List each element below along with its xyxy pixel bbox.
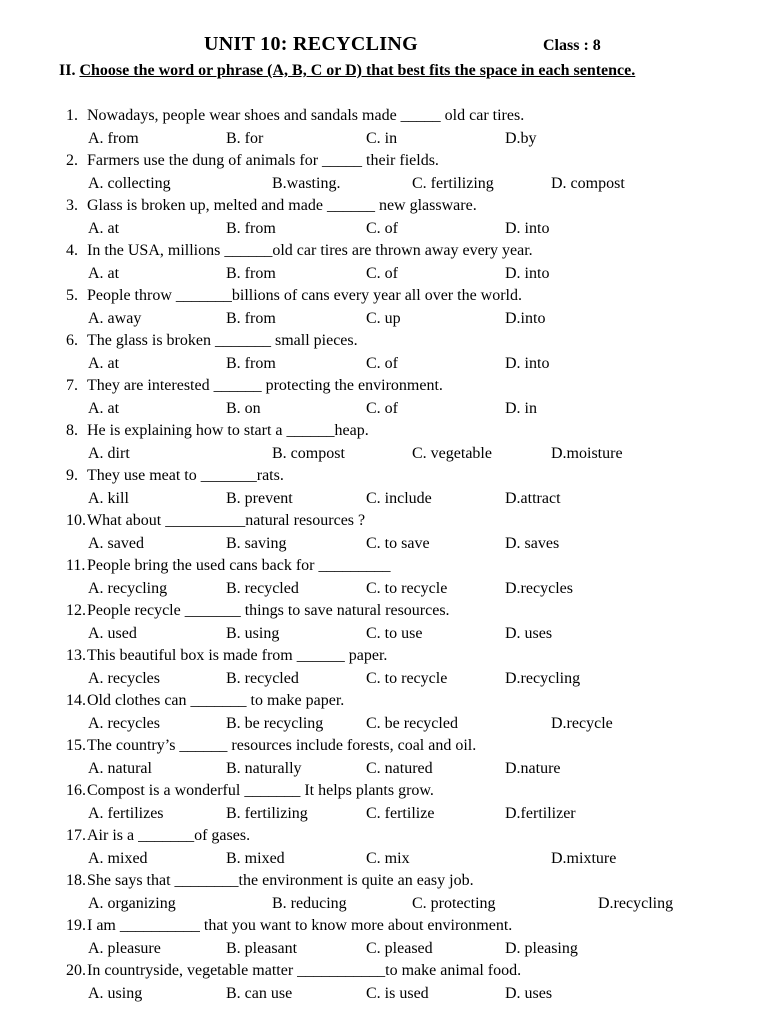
option-d: D.recycles (505, 580, 573, 597)
answer-options (0, 218, 768, 240)
option-d: D. pleasing (505, 940, 578, 957)
question-item (0, 420, 768, 465)
option-c: C. to recycle (366, 670, 448, 687)
answer-options (0, 623, 768, 645)
option-a: A. recycles (88, 715, 160, 732)
question-text: In the USA, millions ______old car tires are thrown away every year. (87, 242, 533, 259)
answer-options (0, 398, 768, 420)
question-item (0, 780, 768, 825)
question-text: Farmers use the dung of animals for _____ their fields. (87, 152, 439, 169)
option-b: B. for (226, 130, 264, 147)
question-text: Air is a _______of gases. (87, 827, 251, 844)
option-a: A. away (88, 310, 142, 327)
question-stem (66, 150, 439, 172)
option-d: D. saves (505, 535, 560, 552)
question-stem (66, 825, 250, 847)
option-c: C. natured (366, 760, 433, 777)
question-stem (66, 510, 365, 532)
question-number: 5. (66, 287, 78, 304)
question-stem (66, 420, 369, 442)
question-item (0, 825, 768, 870)
option-a: A. saved (88, 535, 144, 552)
option-b: B. from (226, 310, 276, 327)
instruction-text: Choose the word or phrase (A, B, C or D) that best fits the space in each sentence. (79, 62, 636, 79)
option-b: B. be recycling (226, 715, 324, 732)
answer-options (0, 173, 768, 195)
answer-options (0, 758, 768, 780)
option-d: D. in (505, 400, 537, 417)
answer-options (0, 713, 768, 735)
question-stem (66, 600, 450, 622)
question-number: 9. (66, 467, 78, 484)
option-d: D.attract (505, 490, 561, 507)
option-d: D.nature (505, 760, 561, 777)
option-d: D.fertilizer (505, 805, 576, 822)
question-text: What about __________natural resources ? (87, 512, 366, 529)
option-b: B. recycled (226, 670, 299, 687)
answer-options (0, 578, 768, 600)
question-number: 19. (66, 917, 86, 934)
option-d: D. into (505, 265, 550, 282)
option-a: A. fertilizes (88, 805, 164, 822)
option-b: B. from (226, 220, 276, 237)
answer-options (0, 893, 768, 915)
answer-options (0, 263, 768, 285)
question-number: 7. (66, 377, 78, 394)
question-text: Old clothes can _______ to make paper. (87, 692, 345, 709)
option-b: B. fertilizing (226, 805, 308, 822)
answer-options (0, 533, 768, 555)
option-c: C. be recycled (366, 715, 458, 732)
question-stem (66, 105, 524, 127)
question-text: This beautiful box is made from ______ paper. (87, 647, 388, 664)
option-a: A. from (88, 130, 139, 147)
option-a: A. recycling (88, 580, 168, 597)
question-item (0, 555, 768, 600)
option-c: C. in (366, 130, 398, 147)
question-text: Glass is broken up, melted and made ______ new glassware. (87, 197, 477, 214)
option-a: A. collecting (88, 175, 171, 192)
question-stem (66, 465, 284, 487)
answer-options (0, 128, 768, 150)
option-c: C. is used (366, 985, 429, 1002)
question-stem (66, 195, 477, 217)
answer-options (0, 938, 768, 960)
option-c: C. include (366, 490, 432, 507)
question-item (0, 600, 768, 645)
question-item (0, 150, 768, 195)
question-number: 18. (66, 872, 86, 889)
option-c: C. of (366, 265, 398, 282)
option-d: D.recycle (551, 715, 613, 732)
question-text: She says that ________the environment is quite an easy job. (87, 872, 474, 889)
option-c: C. to save (366, 535, 430, 552)
answer-options (0, 983, 768, 1005)
question-text: In countryside, vegetable matter ___________to make animal food. (87, 962, 522, 979)
option-b: B. compost (272, 445, 345, 462)
question-item (0, 285, 768, 330)
option-d: D. into (505, 355, 550, 372)
question-item (0, 915, 768, 960)
question-text: People throw _______billions of cans every year all over the world. (87, 287, 522, 304)
option-d: D.recycling (505, 670, 581, 687)
question-item (0, 960, 768, 1005)
question-text: People recycle _______ things to save natural resources. (87, 602, 450, 619)
option-b: B. reducing (272, 895, 347, 912)
question-stem (66, 240, 533, 262)
question-stem (66, 285, 522, 307)
option-a: A. at (88, 400, 120, 417)
question-number: 20. (66, 962, 86, 979)
option-d: D. uses (505, 985, 553, 1002)
answer-options (0, 488, 768, 510)
question-item (0, 735, 768, 780)
question-text: The country’s ______ resources include forests, coal and oil. (87, 737, 477, 754)
worksheet-title: UNIT 10: RECYCLING (204, 33, 418, 55)
question-stem (66, 915, 512, 937)
question-stem (66, 330, 358, 352)
question-number: 6. (66, 332, 78, 349)
option-a: A. recycles (88, 670, 160, 687)
option-a: A. natural (88, 760, 152, 777)
option-c: C. to use (366, 625, 423, 642)
option-d: D.by (505, 130, 537, 147)
question-number: 15. (66, 737, 86, 754)
question-text: Nowadays, people wear shoes and sandals made _____ old car tires. (87, 107, 525, 124)
answer-options (0, 443, 768, 465)
class-label: Class : 8 (543, 37, 601, 54)
answer-options (0, 308, 768, 330)
question-text: They use meat to _______rats. (87, 467, 284, 484)
question-text: I am __________ that you want to know more about environment. (87, 917, 513, 934)
option-c: C. mix (366, 850, 410, 867)
option-c: C. of (366, 400, 398, 417)
question-text: He is explaining how to start a ______heap. (87, 422, 369, 439)
option-d: D. compost (551, 175, 625, 192)
option-b: B. on (226, 400, 261, 417)
option-b: B. naturally (226, 760, 302, 777)
option-a: A. mixed (88, 850, 148, 867)
option-c: C. pleased (366, 940, 433, 957)
question-number: 14. (66, 692, 86, 709)
question-stem (66, 375, 443, 397)
question-list (0, 105, 768, 1005)
question-item (0, 375, 768, 420)
option-a: A. pleasure (88, 940, 161, 957)
option-a: A. at (88, 265, 120, 282)
option-a: A. at (88, 355, 120, 372)
option-b: B. pleasant (226, 940, 298, 957)
option-a: A. dirt (88, 445, 130, 462)
answer-options (0, 353, 768, 375)
question-item (0, 330, 768, 375)
section-instruction (59, 62, 635, 80)
option-b: B.wasting. (272, 175, 341, 192)
question-stem (66, 960, 521, 982)
option-b: B. can use (226, 985, 293, 1002)
option-c: C. of (366, 355, 398, 372)
question-number: 11. (66, 557, 86, 574)
answer-options (0, 668, 768, 690)
option-c: C. of (366, 220, 398, 237)
option-d: D.into (505, 310, 546, 327)
option-b: B. prevent (226, 490, 293, 507)
question-text: People bring the used cans back for _________ (87, 557, 391, 574)
question-number: 10. (66, 512, 86, 529)
question-stem (66, 780, 434, 802)
option-a: A. used (88, 625, 137, 642)
question-item (0, 240, 768, 285)
question-text: The glass is broken _______ small pieces. (87, 332, 358, 349)
question-number: 13. (66, 647, 86, 664)
question-number: 16. (66, 782, 86, 799)
question-number: 12. (66, 602, 86, 619)
question-item (0, 195, 768, 240)
option-c: C. vegetable (412, 445, 492, 462)
question-text: They are interested ______ protecting the environment. (87, 377, 443, 394)
option-d: D.recycling (598, 895, 674, 912)
option-b: B. from (226, 355, 276, 372)
option-b: B. using (226, 625, 280, 642)
option-c: C. fertilizing (412, 175, 494, 192)
option-d: D. uses (505, 625, 553, 642)
question-stem (66, 555, 390, 577)
question-stem (66, 735, 476, 757)
option-d: D.mixture (551, 850, 617, 867)
option-b: B. saving (226, 535, 287, 552)
question-text: Compost is a wonderful _______ It helps plants grow. (87, 782, 434, 799)
option-a: A. kill (88, 490, 129, 507)
question-item (0, 870, 768, 915)
option-b: B. mixed (226, 850, 285, 867)
question-number: 3. (66, 197, 78, 214)
option-b: B. recycled (226, 580, 299, 597)
question-number: 8. (66, 422, 78, 439)
question-item (0, 105, 768, 150)
question-number: 4. (66, 242, 78, 259)
question-stem (66, 645, 387, 667)
option-a: A. organizing (88, 895, 176, 912)
option-c: C. up (366, 310, 401, 327)
option-c: C. to recycle (366, 580, 448, 597)
option-a: A. at (88, 220, 120, 237)
question-stem (66, 690, 344, 712)
section-number: II. (59, 62, 76, 79)
option-d: D. into (505, 220, 550, 237)
question-item (0, 510, 768, 555)
option-d: D.moisture (551, 445, 623, 462)
answer-options (0, 803, 768, 825)
question-item (0, 690, 768, 735)
question-number: 17. (66, 827, 86, 844)
question-number: 2. (66, 152, 78, 169)
option-b: B. from (226, 265, 276, 282)
question-item (0, 465, 768, 510)
question-stem (66, 870, 474, 892)
option-c: C. fertilize (366, 805, 435, 822)
question-item (0, 645, 768, 690)
option-c: C. protecting (412, 895, 496, 912)
answer-options (0, 848, 768, 870)
question-number: 1. (66, 107, 78, 124)
option-a: A. using (88, 985, 143, 1002)
